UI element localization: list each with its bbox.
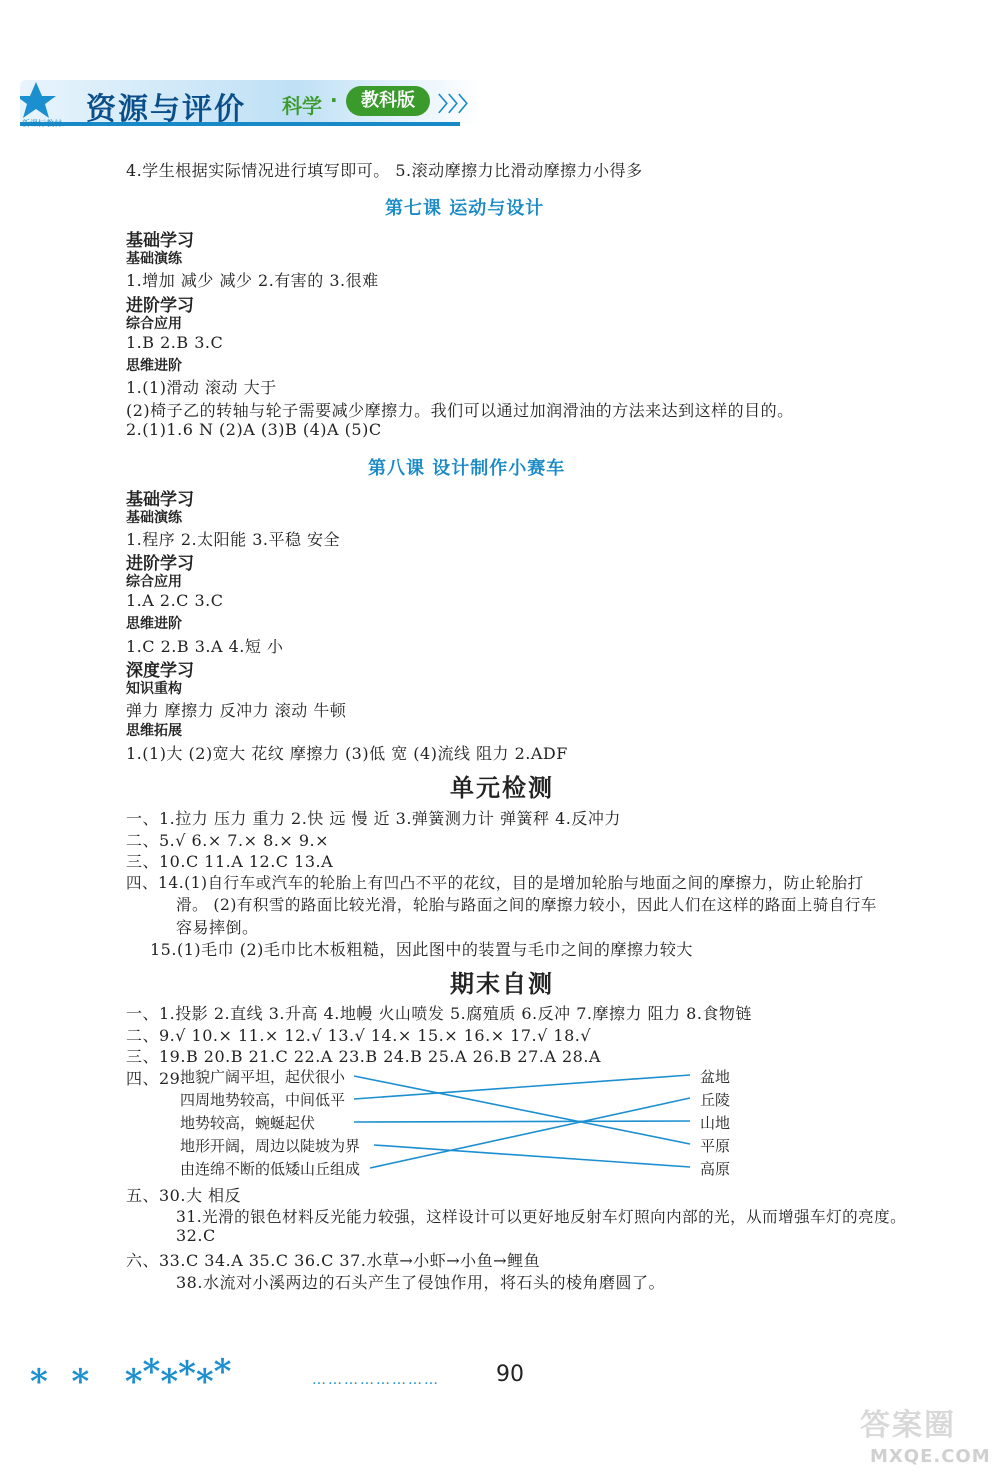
match-right-item: 丘陵 <box>700 1091 731 1109</box>
answer-line: 32.C <box>176 1226 216 1245</box>
answer-line: 六、33.C 34.A 35.C 36.C 37.水草→小虾→小鱼→鲤鱼 <box>126 1251 541 1270</box>
answer-line: 1.(1)滑动 滚动 大于 <box>126 378 277 397</box>
match-left-item: 由连绵不断的低矮山丘组成 <box>180 1160 361 1178</box>
match-prefix: 四、29. <box>126 1069 186 1088</box>
subsection-heading: 思维拓展 <box>126 723 182 739</box>
match-right-item: 盆地 <box>700 1068 731 1086</box>
header-arrows-icon: 〉〉〉 <box>438 92 478 116</box>
page-number: 90 <box>496 1362 524 1387</box>
section-heading: 进阶学习 <box>126 554 194 574</box>
match-right-item: 高原 <box>700 1160 731 1178</box>
subject-label: 科学 <box>282 94 322 118</box>
lesson-8-title: 第八课 设计制作小赛车 <box>368 458 566 479</box>
answer-line: 二、9.√ 10.× 11.× 12.√ 13.√ 14.× 15.× 16.× 17.√ 18.√ <box>126 1026 592 1045</box>
answer-line: 二、5.√ 6.× 7.× 8.× 9.× <box>126 831 329 850</box>
series-title: 资源与评价 <box>86 92 246 127</box>
final-test-title: 期末自测 <box>450 969 554 998</box>
match-right-item: 山地 <box>700 1114 731 1132</box>
answer-line: 三、10.C 11.A 12.C 13.A <box>126 852 334 871</box>
match-left-item: 地势较高，蜿蜒起伏 <box>180 1114 316 1132</box>
answer-line: 1.A 2.C 3.C <box>126 591 224 610</box>
edition-badge: 教科版 <box>346 86 430 116</box>
subsection-heading: 思维进阶 <box>126 358 182 374</box>
subsection-heading: 基础演练 <box>126 510 182 526</box>
match-line <box>370 1098 690 1168</box>
unit-test-title: 单元检测 <box>450 773 554 802</box>
subsection-heading: 知识重构 <box>126 681 182 697</box>
lesson-7-title: 第七课 运动与设计 <box>385 198 545 219</box>
match-right-item: 平原 <box>700 1137 731 1155</box>
answer-line: 三、19.B 20.B 21.C 22.A 23.B 24.B 25.A 26.B 27.A 28.A <box>126 1047 601 1066</box>
subsection-heading: 综合应用 <box>126 574 182 590</box>
answer-line: 容易摔倒。 <box>176 918 259 937</box>
answer-line: 38.水流对小溪两边的石头产生了侵蚀作用，将石头的棱角磨圆了。 <box>176 1273 665 1292</box>
match-left-item: 地形开阔，周边以陡坡为界 <box>180 1137 361 1155</box>
section-heading: 基础学习 <box>126 490 194 510</box>
answer-line: 滑。 (2)有积雪的路面比较光滑，轮胎与路面之间的摩擦力较小，因此人们在这样的路面上骑自行车 <box>176 896 877 914</box>
section-heading: 基础学习 <box>126 231 194 251</box>
match-left-item: 四周地势较高，中间低平 <box>180 1091 346 1109</box>
watermark-url: MXQE.COM <box>870 1446 991 1467</box>
answer-line: 一、1.拉力 压力 重力 2.快 远 慢 近 3.弹簧测力计 弹簧秤 4.反冲力 <box>126 809 621 828</box>
answer-line: 弹力 摩擦力 反冲力 滚动 牛顿 <box>126 701 347 720</box>
match-left-item: 地貌广阔平坦，起伏很小 <box>180 1068 346 1086</box>
answer-line: (2)椅子乙的转轴与轮子需要减少摩擦力。我们可以通过加润滑油的方法来达到这样的目的。 <box>126 401 794 420</box>
match-line <box>354 1121 690 1122</box>
star-decoration-icon: * * ****** <box>30 1352 232 1402</box>
header-dot: · <box>330 88 338 112</box>
watermark-text: 答案圈 <box>860 1408 956 1443</box>
answer-line: 1.增加 减少 减少 2.有害的 3.很难 <box>126 271 379 290</box>
footer-dots: …………………… <box>312 1372 440 1388</box>
subsection-heading: 基础演练 <box>126 251 182 267</box>
answer-line: 一、1.投影 2.直线 3.升高 4.地幔 火山喷发 5.腐殖质 6.反冲 7.摩擦力 阻力 8.食物链 <box>126 1004 752 1023</box>
logo-caption: 新课标教材 <box>22 119 62 128</box>
answer-line: 15.(1)毛巾 (2)毛巾比木板粗糙，因此图中的装置与毛巾之间的摩擦力较大 <box>150 940 693 959</box>
answer-line: 4.学生根据实际情况进行填写即可。 5.滚动摩擦力比滑动摩擦力小得多 <box>126 161 643 180</box>
answer-line: 1.程序 2.太阳能 3.平稳 安全 <box>126 530 341 549</box>
answer-line: 1.(1)大 (2)宽大 花纹 摩擦力 (3)低 宽 (4)流线 阻力 2.ADF <box>126 744 568 763</box>
answer-line: 四、14.(1)自行车或汽车的轮胎上有凹凸不平的花纹，目的是增加轮胎与地面之间的摩擦力，防止轮胎打 <box>126 874 864 892</box>
subsection-heading: 思维进阶 <box>126 616 182 632</box>
subsection-heading: 综合应用 <box>126 316 182 332</box>
answer-line: 2.(1)1.6 N (2)A (3)B (4)A (5)C <box>126 420 382 439</box>
answer-line: 1.C 2.B 3.A 4.短 小 <box>126 637 284 656</box>
section-heading: 深度学习 <box>126 661 194 681</box>
answer-line: 1.B 2.B 3.C <box>126 333 224 352</box>
answer-line: 31.光滑的银色材料反光能力较强，这样设计可以更好地反射车灯照向内部的光，从而增强车灯的亮度。 <box>176 1208 907 1226</box>
section-heading: 进阶学习 <box>126 296 194 316</box>
answer-line: 五、30.大 相反 <box>126 1186 242 1205</box>
